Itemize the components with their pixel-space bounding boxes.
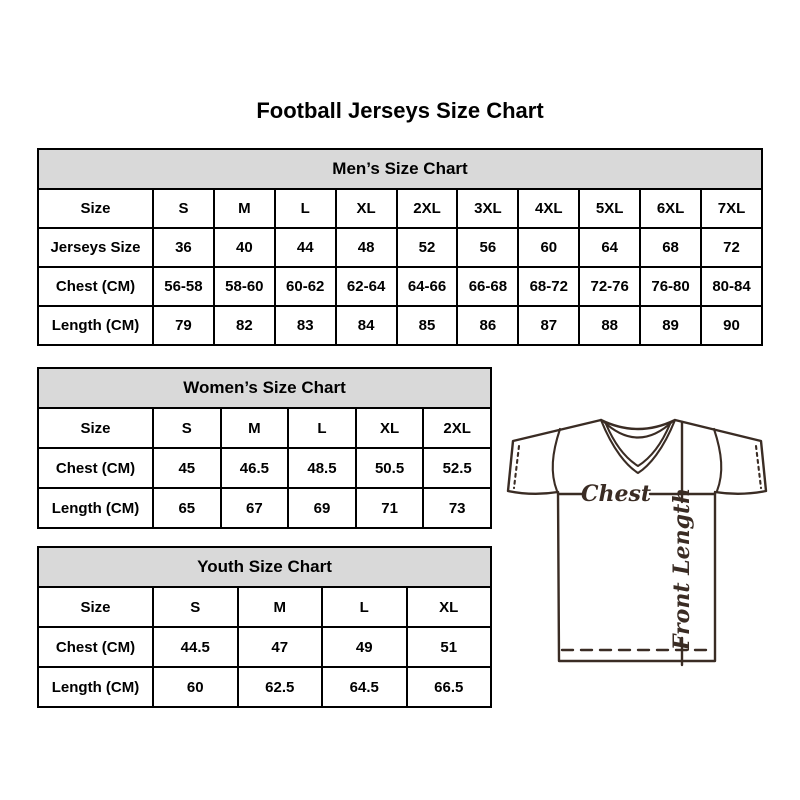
value-cell: 5XL [579, 189, 640, 228]
value-cell: 84 [336, 306, 397, 345]
row-label-cell: Length (CM) [38, 306, 153, 345]
value-cell: 44.5 [153, 627, 238, 667]
value-cell: 66-68 [457, 267, 518, 306]
value-cell: L [288, 408, 356, 448]
row-label-cell: Chest (CM) [38, 267, 153, 306]
value-cell: 64-66 [397, 267, 458, 306]
value-cell: 73 [423, 488, 491, 528]
value-cell: 64 [579, 228, 640, 267]
womens-size-table [37, 367, 492, 529]
mens-size-table [37, 148, 763, 346]
value-cell: S [153, 408, 221, 448]
value-cell: 3XL [457, 189, 518, 228]
value-cell: 4XL [518, 189, 579, 228]
value-cell: 68-72 [518, 267, 579, 306]
value-cell: 89 [640, 306, 701, 345]
value-cell: XL [407, 587, 492, 627]
table-row [38, 627, 491, 667]
jersey-outline-shape [508, 420, 766, 661]
row-label-cell: Size [38, 408, 153, 448]
table-row [38, 448, 491, 488]
value-cell: 62.5 [238, 667, 323, 707]
row-label-cell: Length (CM) [38, 667, 153, 707]
value-cell: L [322, 587, 407, 627]
value-cell: 65 [153, 488, 221, 528]
value-cell: 87 [518, 306, 579, 345]
table-header-row [38, 149, 762, 189]
page-title: Football Jerseys Size Chart [256, 98, 544, 123]
value-cell: 48.5 [288, 448, 356, 488]
value-cell: 60 [518, 228, 579, 267]
value-cell: 45 [153, 448, 221, 488]
value-cell: 88 [579, 306, 640, 345]
value-cell: 56 [457, 228, 518, 267]
value-cell: 36 [153, 228, 214, 267]
value-cell: 64.5 [322, 667, 407, 707]
value-cell: 62-64 [336, 267, 397, 306]
value-cell: 83 [275, 306, 336, 345]
front-length-label: Front Length [669, 487, 695, 651]
value-cell: 2XL [423, 408, 491, 448]
value-cell: 82 [214, 306, 275, 345]
row-label-cell: Jerseys Size [38, 228, 153, 267]
row-label-cell: Length (CM) [38, 488, 153, 528]
value-cell: 72 [701, 228, 762, 267]
value-cell: 90 [701, 306, 762, 345]
value-cell: XL [336, 189, 397, 228]
value-cell: 67 [221, 488, 289, 528]
youth-size-table [37, 546, 492, 708]
value-cell: M [238, 587, 323, 627]
row-label-cell: Size [38, 189, 153, 228]
table-row [38, 189, 762, 228]
mens-table-title: Men’s Size Chart [38, 149, 762, 189]
table-row [38, 306, 762, 345]
value-cell: 58-60 [214, 267, 275, 306]
table-header-row [38, 547, 491, 587]
value-cell: 46.5 [221, 448, 289, 488]
value-cell: M [214, 189, 275, 228]
value-cell: 52.5 [423, 448, 491, 488]
value-cell: 2XL [397, 189, 458, 228]
table-row [38, 408, 491, 448]
womens-table-title: Women’s Size Chart [38, 368, 491, 408]
value-cell: L [275, 189, 336, 228]
table-row [38, 587, 491, 627]
armhole-seam-left [553, 429, 560, 491]
value-cell: 47 [238, 627, 323, 667]
value-cell: 71 [356, 488, 424, 528]
armhole-seam-right [714, 429, 721, 491]
value-cell: 51 [407, 627, 492, 667]
value-cell: 6XL [640, 189, 701, 228]
value-cell: 80-84 [701, 267, 762, 306]
value-cell: 50.5 [356, 448, 424, 488]
value-cell: 69 [288, 488, 356, 528]
value-cell: 48 [336, 228, 397, 267]
row-label-cell: Chest (CM) [38, 448, 153, 488]
value-cell: 52 [397, 228, 458, 267]
value-cell: 66.5 [407, 667, 492, 707]
chest-label: Chest [580, 481, 652, 507]
table-row [38, 228, 762, 267]
row-label-cell: Size [38, 587, 153, 627]
value-cell: 76-80 [640, 267, 701, 306]
table-row [38, 488, 491, 528]
value-cell: 79 [153, 306, 214, 345]
youth-table-title: Youth Size Chart [38, 547, 491, 587]
value-cell: 7XL [701, 189, 762, 228]
cuff-stitch-left [514, 446, 519, 488]
value-cell: 86 [457, 306, 518, 345]
table-header-row [38, 368, 491, 408]
value-cell: XL [356, 408, 424, 448]
row-label-cell: Chest (CM) [38, 627, 153, 667]
table-row [38, 667, 491, 707]
value-cell: 72-76 [579, 267, 640, 306]
table-row [38, 267, 762, 306]
value-cell: 60 [153, 667, 238, 707]
value-cell: S [153, 189, 214, 228]
value-cell: M [221, 408, 289, 448]
cuff-stitch-right [756, 446, 761, 488]
value-cell: 49 [322, 627, 407, 667]
value-cell: 60-62 [275, 267, 336, 306]
value-cell: 85 [397, 306, 458, 345]
jersey-measurement-diagram [503, 398, 781, 676]
value-cell: 40 [214, 228, 275, 267]
value-cell: 56-58 [153, 267, 214, 306]
value-cell: 68 [640, 228, 701, 267]
value-cell: 44 [275, 228, 336, 267]
value-cell: S [153, 587, 238, 627]
